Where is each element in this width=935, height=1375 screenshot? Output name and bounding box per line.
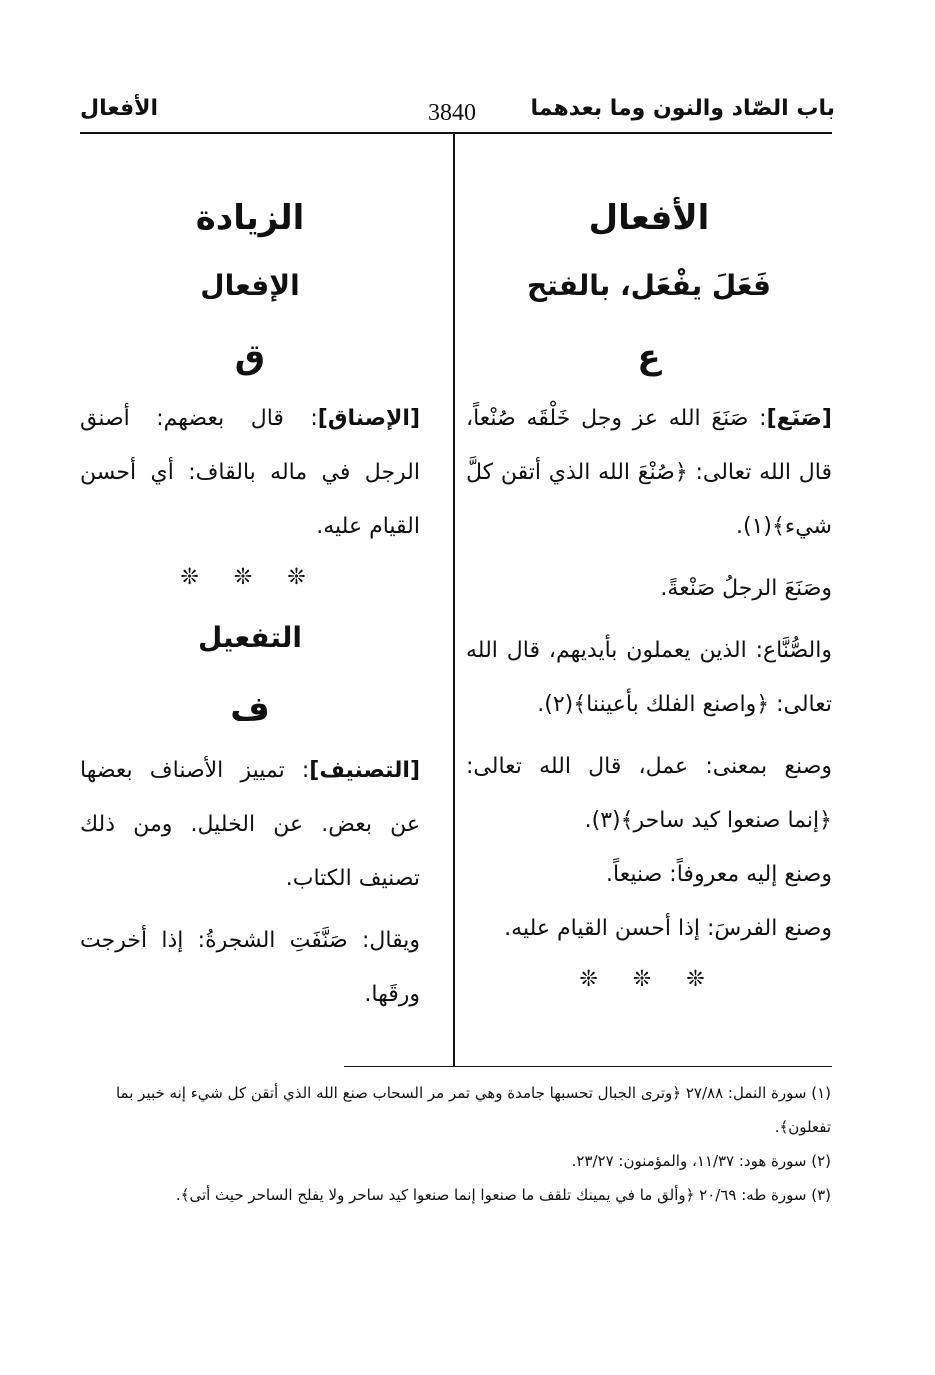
entry-term: [صَنَع]: [766, 406, 832, 431]
entry-isnaq: [80, 392, 420, 554]
entry-sana-amal: وصنع بمعنى: عمل، قال الله تعالى: ﴿إنما صنعوا كيد ساحر﴾(٣).: [466, 754, 832, 833]
entry-text: : تمييز الأصناف بعضها عن بعض. عن الخليل. ومن ذلك تصنيف الكتاب.: [80, 758, 420, 891]
section-heading: الأفعال: [588, 198, 710, 238]
entry-sana: [466, 392, 832, 554]
footnote-1: (١) سورة النمل: ٢٧/٨٨ ﴿وترى الجبال تحسبها جامدة وهي تمر مر السحاب صنع الله الذي أتقن كل شيء إنه خبير بما تفعلون﴾.: [115, 1084, 831, 1136]
entry-sunna: والصُّنَّاع: الذين يعملون بأيديهم، قال الله تعالى: ﴿واصنع الفلك بأعيننا﴾(٢).: [466, 638, 832, 717]
entry-sanah: وصَنَعَ الرجلُ صَنْعةً.: [660, 576, 832, 601]
column-divider: [453, 134, 455, 1066]
pattern-heading: فَعَلَ يفْعَل، بالفتح: [526, 269, 772, 302]
footnote-2: (٢) سورة هود: ١١/٣٧، والمؤمنون: ٢٣/٢٧.: [571, 1152, 831, 1170]
entry-sana-faras: وصنع الفرسَ: إذا أحسن القيام عليه.: [504, 916, 832, 941]
footnote-3: (٣) سورة طه: ٢٠/٦٩ ﴿وألق ما في يمينك تلقف ما صنعوا إنما صنعوا كيد ساحر ولا يفلح الساحر حيث أتى﴾.: [175, 1186, 831, 1204]
entry-sana-maruf: وصنع إليه معروفاً: صنيعاً.: [606, 862, 832, 887]
running-head-section: الأفعال: [80, 96, 159, 121]
entry-tasnif: [80, 744, 420, 906]
letter-heading-fa: ف: [230, 689, 270, 729]
footnote-rule: [344, 1066, 832, 1067]
header-rule: [80, 132, 832, 134]
letter-heading: ع: [637, 337, 661, 377]
pattern-heading-tafil: التفعيل: [198, 621, 302, 654]
entry-sannafat: ويقال: صَنَّفَتِ الشجرةُ: إذا أخرجت ورقَها.: [80, 928, 420, 1007]
entry-term: [الإصناق]: [317, 406, 420, 431]
letter-heading: ق: [234, 337, 266, 377]
pattern-heading: الإفعال: [200, 269, 300, 302]
page-number: 3840: [428, 100, 476, 126]
entry-text: : صَنَعَ الله عز وجل خَلْقَه صُنْعاً، قال الله تعالى: ﴿صُنْعَ الله الذي أتقن كلَّ شيء﴾(١).: [466, 406, 832, 539]
section-heading: الزيادة: [195, 198, 305, 238]
running-head-chapter: باب الصّاد والنون وما بعدهما: [530, 96, 835, 121]
entry-term: [التصنيف]: [309, 758, 420, 783]
section-separator: ❊ ❊ ❊: [180, 565, 320, 590]
section-separator: ❊ ❊ ❊: [579, 967, 719, 992]
left-column: [80, 186, 420, 1022]
entry-text: : قال بعضهم: أصنق الرجل في ماله بالقاف: أي أحسن القيام عليه.: [80, 406, 420, 539]
right-column: [466, 186, 832, 1004]
